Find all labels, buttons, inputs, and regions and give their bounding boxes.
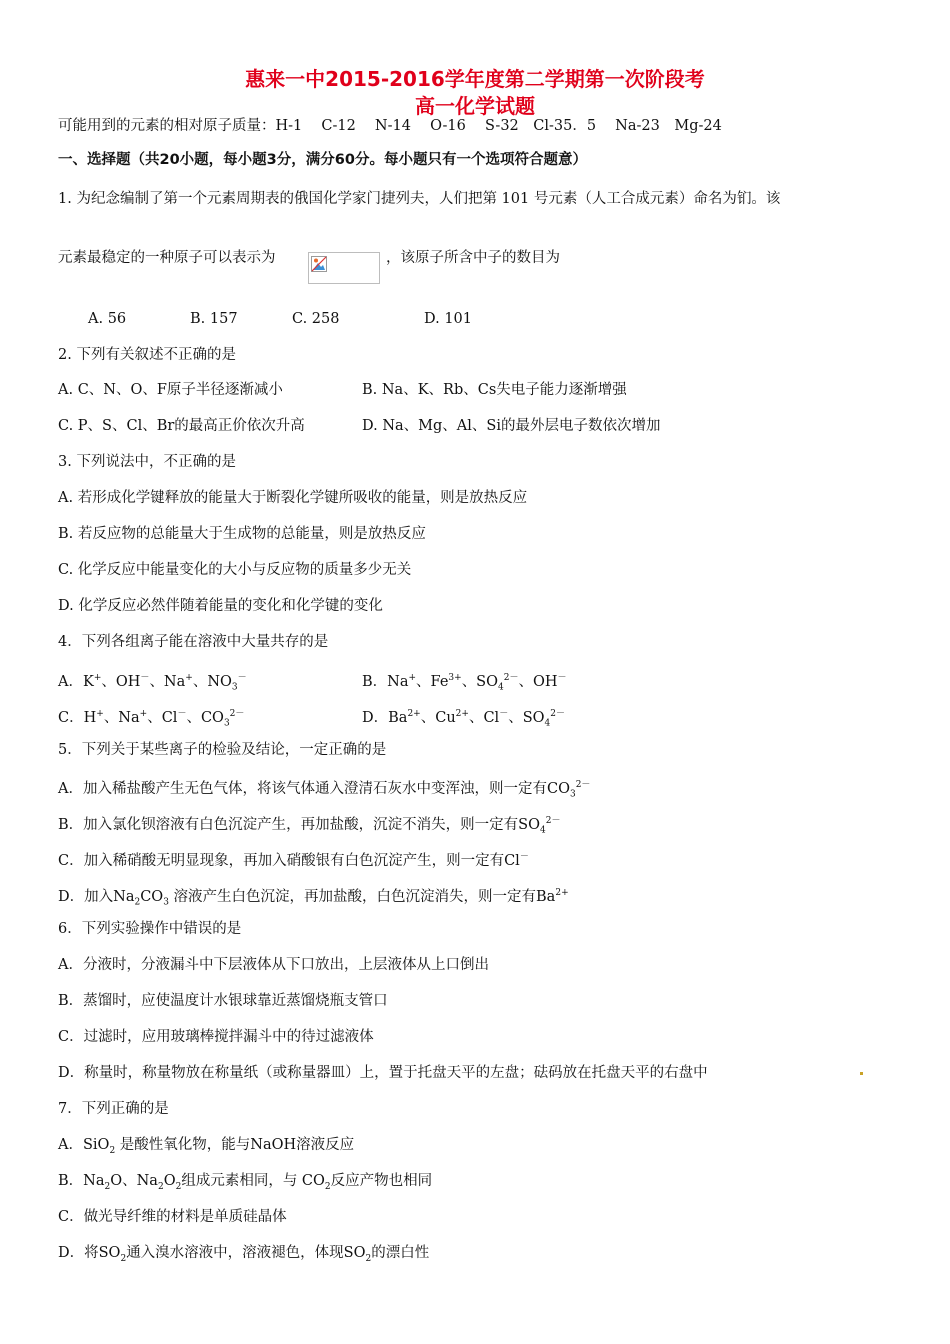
q1-stem-line2-before: 元素最稳定的一种原子可以表示为 bbox=[58, 250, 276, 266]
q4-stem: 4．下列各组离子能在溶液中大量共存的是 bbox=[58, 634, 329, 650]
q7-option-c: C．做光导纤维的材料是单质硅晶体 bbox=[58, 1209, 287, 1225]
q6-option-c: C．过滤时，应用玻璃棒搅拌漏斗中的待过滤液体 bbox=[58, 1029, 374, 1045]
q1-stem-line2-after: ，该原子所含中子的数目为 bbox=[386, 250, 560, 266]
q5-option-c: C．加入稀硝酸无明显现象，再加入硝酸银有白色沉淀产生，则一定有Cl－ bbox=[58, 852, 529, 869]
q7-stem: 7．下列正确的是 bbox=[58, 1101, 169, 1117]
q5-option-b: B．加入氯化钡溶液有白色沉淀产生，再加盐酸，沉淀不消失，则一定有$SO_4^{2-}$ bbox=[58, 816, 561, 836]
q4-option-a: A．K+、OH－、Na+、$NO_3^-$ bbox=[58, 673, 247, 693]
q3-option-d: D. 化学反应必然伴随着能量的变化和化学键的变化 bbox=[58, 598, 383, 614]
q2-option-a: A. C、N、O、F原子半径逐渐减小 bbox=[58, 382, 283, 398]
q4-option-c: C．H+、Na+、Cl－、$CO_3^{2-}$ bbox=[58, 709, 245, 729]
q6-option-a: A．分液时，分液漏斗中下层液体从下口放出，上层液体从上口倒出 bbox=[58, 957, 489, 973]
q2-option-c: C. P、S、Cl、Br的最高正价依次升高 bbox=[58, 418, 305, 434]
q3-option-b: B. 若反应物的总能量大于生成物的总能量，则是放热反应 bbox=[58, 526, 426, 542]
q2-stem: 2. 下列有关叙述不正确的是 bbox=[58, 347, 236, 363]
q1-option-c: C. 258 bbox=[292, 311, 340, 327]
q6-option-b: B．蒸馏时，应使温度计水银球靠近蒸馏烧瓶支管口 bbox=[58, 993, 388, 1009]
q2-option-b: B. Na、K、Rb、Cs失电子能力逐渐增强 bbox=[362, 382, 627, 398]
stray-dot bbox=[860, 1072, 863, 1075]
q1-option-b: B. 157 bbox=[190, 311, 238, 327]
q2-option-d: D. Na、Mg、Al、Si的最外层电子数依次增加 bbox=[362, 418, 661, 434]
atomic-masses: 可能用到的元素的相对原子质量：H-1 C-12 N-14 O-16 S-32 Cl-35．5 Na-23 Mg-24 bbox=[58, 118, 722, 134]
section-heading: 一、选择题（共20小题，每小题3分，满分60分。每小题只有一个选项符合题意） bbox=[58, 152, 587, 168]
q1-stem-line1: 1. 为纪念编制了第一个元素周期表的俄国化学家门捷列夫，人们把第 101 号元素（人工合成元素）命名为钔。该 bbox=[58, 191, 781, 207]
q6-option-d: D．称量时，称量物放在称量纸（或称量器皿）上，置于托盘天平的左盘；砝码放在托盘天平的右盘中 bbox=[58, 1065, 708, 1081]
exam-title: 惠来一中2015-2016学年度第二学期第一次阶段考 bbox=[245, 67, 705, 91]
q7-option-b: B．$Na_2O$、$Na_2O_2$组成元素相同，与 $CO_2$反应产物也相同 bbox=[58, 1173, 433, 1192]
q7-option-d: D．将$SO_2$通入溴水溶液中，溶液褪色，体现$SO_2$的漂白性 bbox=[58, 1245, 430, 1264]
q5-stem: 5．下列关于某些离子的检验及结论，一定正确的是 bbox=[58, 742, 387, 758]
q4-option-d: D．$Ba^{2+}$、$Cu^{2+}$、Cl－、$SO_4^{2-}$ bbox=[362, 709, 565, 729]
q3-option-c: C. 化学反应中能量变化的大小与反应物的质量多少无关 bbox=[58, 562, 412, 578]
q3-option-a: A. 若形成化学键释放的能量大于断裂化学键所吸收的能量，则是放热反应 bbox=[58, 490, 528, 506]
q4-option-b: B．Na+、$Fe^{3+}$、$SO_4^{2-}$、OH－ bbox=[362, 673, 567, 693]
q1-option-d: D. 101 bbox=[424, 311, 473, 327]
broken-image-placeholder bbox=[308, 252, 380, 284]
q1-option-a: A. 56 bbox=[88, 311, 127, 327]
q6-stem: 6．下列实验操作中错误的是 bbox=[58, 921, 242, 937]
exam-subtitle: 高一化学试题 bbox=[415, 94, 535, 118]
q3-stem: 3. 下列说法中，不正确的是 bbox=[58, 454, 236, 470]
q5-option-a: A．加入稀盐酸产生无色气体，将该气体通入澄清石灰水中变浑浊，则一定有$CO_3^{2-}$ bbox=[58, 780, 591, 800]
q5-option-d: D．加入$Na_2CO_3$ 溶液产生白色沉淀，再加盐酸，白色沉淀消失，则一定有$Ba^{2+}$ bbox=[58, 888, 569, 908]
q7-option-a: A．SiO$_2$ 是酸性氧化物，能与NaOH溶液反应 bbox=[58, 1137, 355, 1156]
broken-image-icon bbox=[311, 256, 327, 272]
